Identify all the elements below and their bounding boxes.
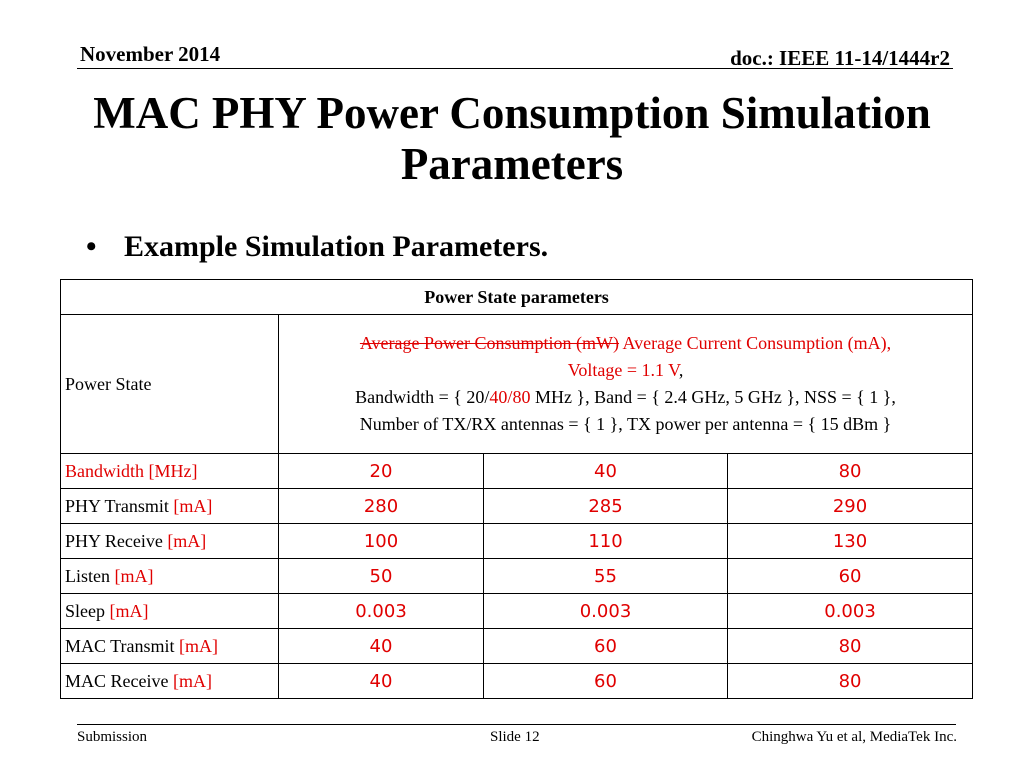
cell-value: 60 [484,664,728,699]
cell-value: 40 [279,664,484,699]
row-unit: [mA] [109,600,149,621]
cell-value: 80 [728,454,973,489]
voltage-comma: , [678,360,684,380]
table-row-mac-transmit [61,629,973,664]
table-row-phy-receive [61,524,973,559]
cell-value: 60 [484,629,728,664]
cell-value: 100 [279,524,484,559]
row-label: Listen [mA] [61,559,279,594]
table-row-listen [61,559,973,594]
row-label: Sleep [mA] [61,594,279,629]
cell-value: 0.003 [279,594,484,629]
row-label: Bandwidth [MHz] [61,454,279,489]
cell-value: 0.003 [728,594,973,629]
footer-slide-number: Slide 12 [490,729,540,745]
antennas-text: Number of TX/RX antennas = { 1 }, TX power per antenna = { 15 dBm } [359,414,892,434]
power-state-description [279,315,973,454]
power-state-table [60,279,973,699]
table-row-phy-transmit [61,489,973,524]
table-row-bandwidth [61,454,973,489]
slide-title: MAC PHY Power Consumption Simulation Parameters [93,88,931,189]
header-divider [77,68,953,69]
footer-author: Chinghwa Yu et al, MediaTek Inc. [751,729,957,745]
bullet-item [86,230,548,264]
current-consumption-text: Average Current Consumption (mA), [619,333,892,353]
bandwidth-suffix: MHz }, Band = { 2.4 GHz, 5 GHz }, NSS = { 1 }, [530,387,896,407]
cell-value: 20 [279,454,484,489]
row-label: PHY Receive [mA] [61,524,279,559]
row-unit: [mA] [179,635,219,656]
cell-value: 110 [484,524,728,559]
bullet-dot-icon: • [86,230,97,263]
bandwidth-40: 40 [489,387,508,407]
header-doc-id: doc.: IEEE 11-14/1444r2 [730,46,950,70]
cell-value: 50 [279,559,484,594]
table-row-mac-receive [61,664,973,699]
row-unit: [mA] [172,670,212,691]
voltage-text: Voltage = 1.1 V [567,360,679,380]
row-unit: [mA] [167,530,207,551]
header-date: November 2014 [80,42,221,66]
row-unit: [mA] [114,565,154,586]
cell-value: 40 [484,454,728,489]
cell-value: 285 [484,489,728,524]
cell-value: 55 [484,559,728,594]
footer-submission: Submission [77,729,148,745]
cell-value: 80 [728,629,973,664]
struck-text: Average Power Consumption (mW) [359,333,620,353]
power-state-label: Power State [61,315,279,454]
row-label: PHY Transmit [mA] [61,489,279,524]
cell-value: 280 [279,489,484,524]
footer-divider [77,724,956,725]
bandwidth-80: 80 [512,387,531,407]
row-label: MAC Receive [mA] [61,664,279,699]
table-title: Power State parameters [61,280,973,315]
cell-value: 60 [728,559,973,594]
row-unit: [mA] [173,495,213,516]
cell-value: 0.003 [484,594,728,629]
cell-value: 80 [728,664,973,699]
bandwidth-slash: / [507,387,513,407]
cell-value: 130 [728,524,973,559]
bullet-text: Example Simulation Parameters. [124,230,549,263]
row-label: MAC Transmit [mA] [61,629,279,664]
table-row-sleep [61,594,973,629]
cell-value: 290 [728,489,973,524]
cell-value: 40 [279,629,484,664]
bandwidth-prefix: Bandwidth = { 20/ [355,387,490,407]
